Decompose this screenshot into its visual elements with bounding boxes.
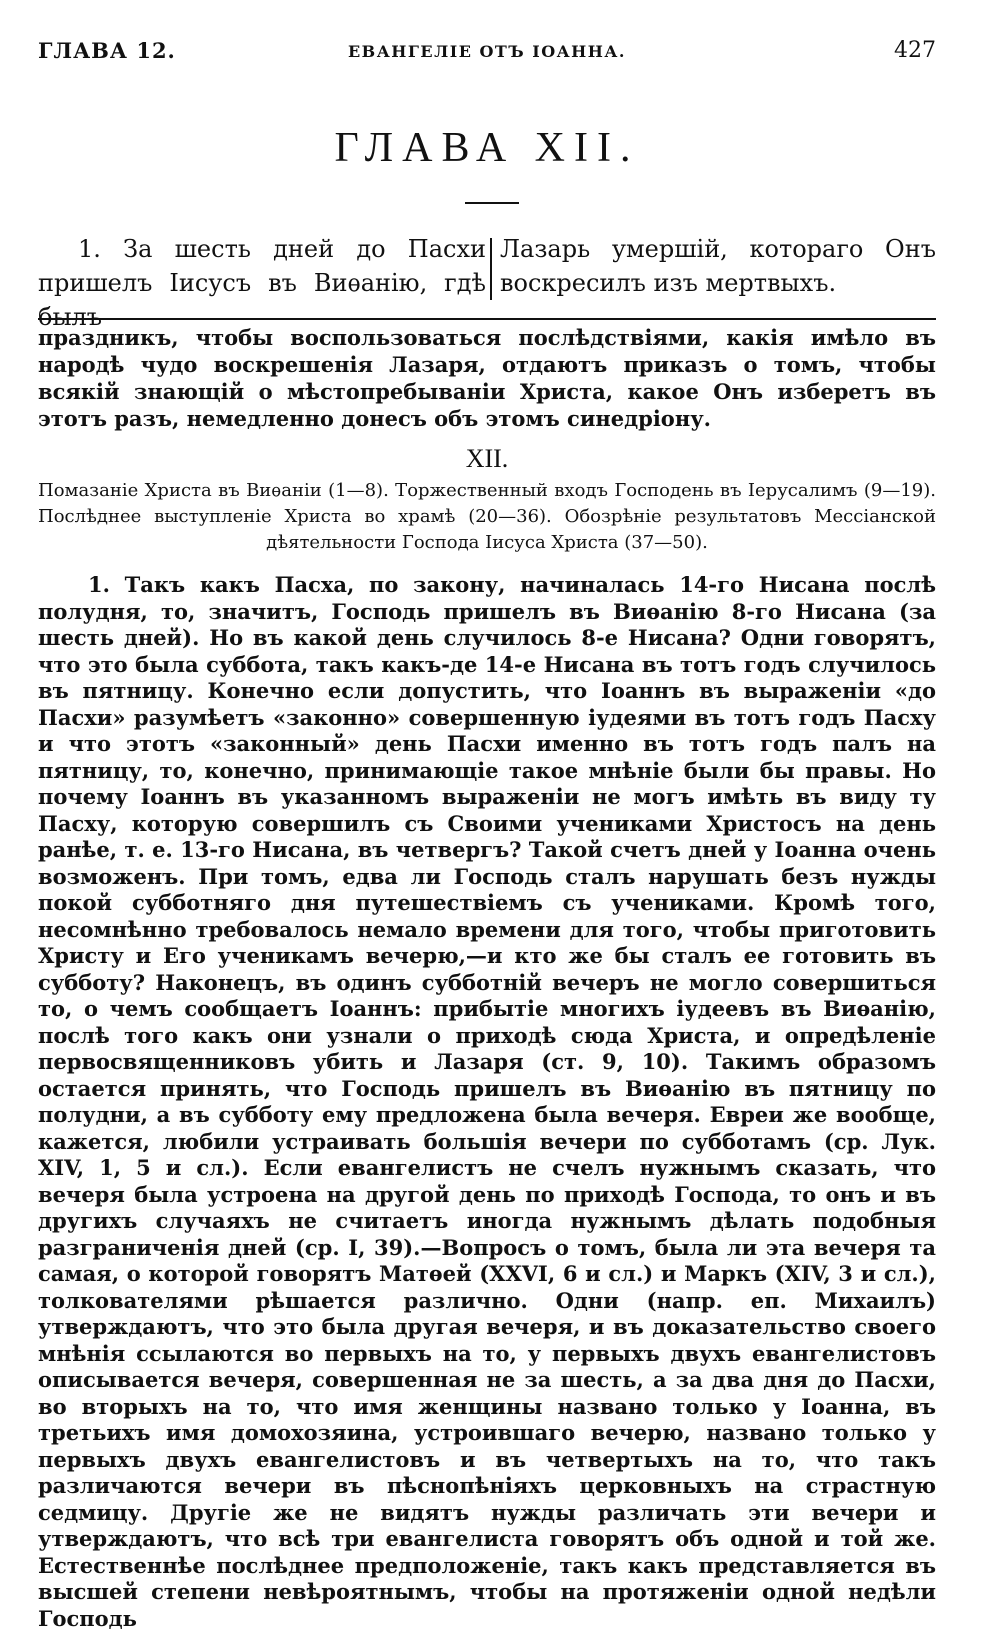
section-number: XII. — [465, 444, 509, 473]
running-head-chapter: ГЛАВА 12. — [38, 38, 176, 63]
commentary-paragraph: 1. Такъ какъ Пасха, по закону, начиналась 14-го Нисана послѣ полудня, то, значитъ, Господь пришелъ въ Виѳанію 8-го Нисана (за шесть дней). Но въ какой день случилось 8-е Нисана? Одни говорятъ, что это была суббота, такъ какъ-де 14-е Нисана въ тотъ годъ случилось въ пятницу. Конечно если допустить, что Іоаннъ въ выраженіи «до Пасхи» разумѣетъ «законно» совершенную іудеями въ тотъ годъ Пасху и что этотъ «законный» день Пасхи именно въ тотъ годъ палъ на пятницу, то, конечно, принимающіе такое мнѣніе были бы правы. Но почему Іоаннъ въ указанномъ выраженіи не могъ имѣть въ виду ту Пасху, которую совершилъ съ Своими учениками Христосъ на день ранѣе, т. е. 13-го Нисана, въ четвергъ? Такой счетъ дней у Іоанна очень возможенъ. При томъ, едва ли Господь сталъ нарушать безъ нужды покой субботняго дня путешествіемъ съ учениками. Кромѣ того, несомнѣнно требовалось немало времени для того, чтобы приготовить Христу и Его ученикамъ вечерю,—и кто же бы сталъ ее готовить въ субботу? Наконецъ, въ одинъ субботній вечеръ не могло совершиться то, о чемъ сообщаетъ Іоаннъ: прибытіе многихъ іудеевъ въ Виѳанію, послѣ того какъ они узнали о приходѣ сюда Христа, и опредѣленіе первосвященниковъ убить и Лазаря (ст. 9, 10). Такимъ образомъ остается принять, что Господь пришелъ въ Виѳанію въ пятницу по полудни, а въ субботу ему предложена была вечеря. Евреи же вообще, кажется, любили устраивать большія вечери по субботамъ (ср. Лук. XIV, 1, 5 и сл.). Если евангелистъ не счелъ нужнымъ сказать, что вечеря была устроена на другой день по приходѣ Господа, то онъ и въ другихъ случаяхъ не считаетъ иногда нужнымъ дѣлать подобныя разграниченія дней (ср. I, 39).—Вопросъ о томъ, была ли эта вечеря та самая, о которой говорятъ Матѳей (XXVI, 6 и сл.) и Маркъ (XIV, 3 и сл.), толкователями рѣшается различно. Одни (напр. еп. Михаилъ) утверждаютъ, что это была другая вечеря, и въ доказательство своего мнѣнія ссылаются во первыхъ на то, у первыхъ двухъ евангелистовъ описывается вечеря, совершенная не за шесть, а за два дня до Пасхи, во вторыхъ на то, что имя женщины названо только у Іоанна, въ третьихъ имя домохозяина, устроившаго вечерю, названо только у первыхъ двухъ евангелистовъ и въ четвертыхъ на то, что такъ различаются вечери въ пѣснопѣніяхъ церковныхъ на страстную седмицу. Другіе же не видятъ нужды различать эти вечери и утверждаютъ, что всѣ три евангелиста говорятъ объ одной и той же. Естественнѣе послѣднее предположеніе, такъ какъ представляется въ высшей степени невѣроятнымъ, чтобы на протяженіи одной недѣли Господь — [38, 572, 936, 1631]
verse-left-column: 1. За шесть дней до Пасхи пришелъ Іисусъ въ Виѳанію, гдѣ былъ — [38, 235, 486, 331]
verse-separator-rule — [38, 318, 936, 320]
column-divider — [490, 238, 492, 300]
page-number: 427 — [894, 38, 936, 63]
title-rule — [465, 202, 519, 204]
continuation-paragraph: праздникъ, чтобы воспользоваться послѣдствіями, какія имѣло въ народѣ чудо воскрешенія Лазаря, отдаютъ приказъ о томъ, чтобы всякій знающій о мѣстопребываніи Христа, какое Онъ изберетъ въ этотъ разъ, немедленно донесъ объ этомъ синедріону. — [38, 325, 936, 431]
commentary — [38, 572, 936, 1632]
running-head — [38, 38, 936, 74]
verse-right-column: Лазарь умершій, котораго Онъ воскресилъ изъ мертвыхъ. — [500, 235, 936, 297]
scripture-verse — [38, 232, 936, 331]
chapter-title: ГЛАВА XII. — [334, 125, 640, 171]
section-summary: Помазаніе Христа въ Виѳаніи (1—8). Торжественный входъ Господень въ Іерусалимъ (9—19). Послѣднее выступленіе Христа во храмѣ (20—36). Обозрѣніе результатовъ Мессіанской дѣятельности Господа Іисуса Христа (37—50). — [38, 480, 936, 553]
running-head-book-title: ЕВАНГЕЛІЕ ОТЪ ІОАННА. — [347, 42, 626, 61]
